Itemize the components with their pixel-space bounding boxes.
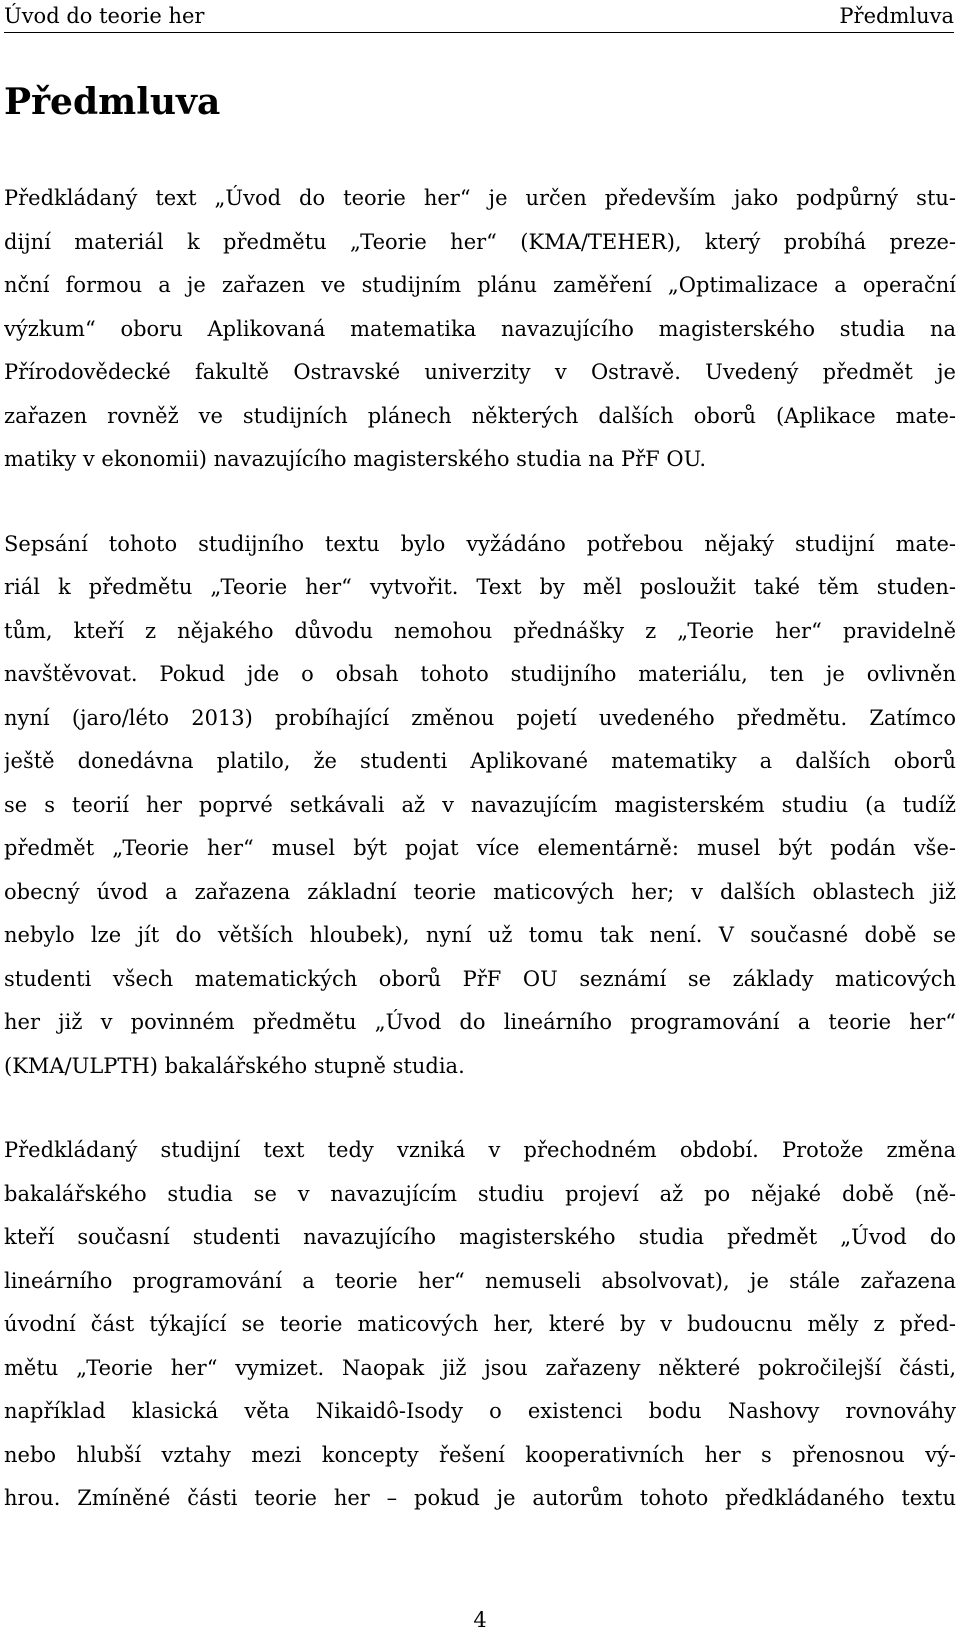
paragraph-line: riál k předmětu „Teorie her“ vytvořit. Text by měl posloužit také těm studen- xyxy=(4,575,956,599)
header-right-text: Předmluva xyxy=(839,4,954,28)
paragraph-line: her již v povinném předmětu „Úvod do lineárního programování a teorie her“ xyxy=(4,1010,956,1034)
paragraph-line: ještě donedávna platilo, že studenti Aplikované matematiky a dalších oborů xyxy=(4,749,956,773)
paragraph-line: dijní materiál k předmětu „Teorie her“ (KMA/TEHER), který probíhá preze- xyxy=(4,229,956,254)
header-left-text: Úvod do teorie her xyxy=(4,4,205,28)
paragraph-line: lineárního programování a teorie her“ nemuseli absolvovat), je stále zařazena xyxy=(4,1268,956,1293)
paragraph-line: (KMA/ULPTH) bakalářského stupně studia. xyxy=(4,1053,465,1078)
paragraph xyxy=(4,1129,956,1521)
paragraph-line: mětu „Teorie her“ vymizet. Naopak již jsou zařazeny některé pokročilejší části, xyxy=(4,1355,956,1380)
chapter-title: Předmluva xyxy=(4,81,221,123)
paragraph-line: matiky v ekonomii) navazujícího magisterského studia na PřF OU. xyxy=(4,447,707,471)
paragraph-line: výzkum“ oboru Aplikovaná matematika navazujícího magisterského studia na xyxy=(4,316,956,341)
paragraph-line: navštěvovat. Pokud jde o obsah tohoto studijního materiálu, ten je ovlivněn xyxy=(4,662,956,686)
paragraph-line: kteří současní studenti navazujícího magisterského studia předmět „Úvod do xyxy=(4,1225,956,1249)
paragraph-line: studenti všech matematických oborů PřF OU seznámí se základy maticových xyxy=(4,966,956,991)
paragraph-line: nebylo lze jít do větších hloubek), nyní už tomu tak není. V současné době se xyxy=(4,923,956,947)
paragraph-line: Sepsání tohoto studijního textu bylo vyžádáno potřebou nějaký studijní mate- xyxy=(4,531,956,556)
paragraph-line: nebo hlubší vztahy mezi koncepty řešení kooperativních her s přenosnou vý- xyxy=(4,1442,956,1467)
paragraph xyxy=(4,177,956,482)
paragraph-line: nční formou a je zařazen ve studijním plánu zaměření „Optimalizace a operační xyxy=(4,273,956,297)
paragraph-line: se s teorií her poprvé setkávali až v navazujícím magisterském studiu (a tudíž xyxy=(4,792,956,817)
paragraph-line: úvodní část týkající se teorie maticových her, které by v budoucnu měly z před- xyxy=(4,1312,956,1336)
paragraph-line: zařazen rovněž ve studijních plánech některých dalších oborů (Aplikace mate- xyxy=(4,403,956,428)
running-header xyxy=(4,2,954,33)
body-text xyxy=(4,177,956,1562)
paragraph-line: předmět „Teorie her“ musel být pojat více elementárně: musel být podán vše- xyxy=(4,836,956,860)
paragraph-line: například klasická věta Nikaidô-Isody o existenci bodu Nashovy rovnováhy xyxy=(4,1399,956,1423)
paragraph-line: hrou. Zmíněné části teorie her – pokud je autorům tohoto předkládaného textu xyxy=(4,1486,956,1510)
paragraph-line: Předkládaný text „Úvod do teorie her“ je určen především jako podpůrný stu- xyxy=(4,186,956,210)
paragraph-line: bakalářského studia se v navazujícím studiu projeví až po nějaké době (ně- xyxy=(4,1181,956,1206)
page-number: 4 xyxy=(473,1608,487,1632)
paragraph-line: tům, kteří z nějakého důvodu nemohou přednášky z „Teorie her“ pravidelně xyxy=(4,618,956,643)
paragraph-line: Předkládaný studijní text tedy vzniká v přechodném období. Protože změna xyxy=(4,1138,956,1162)
paragraph xyxy=(4,523,956,1089)
paragraph-line: Přírodovědecké fakultě Ostravské univerzity v Ostravě. Uvedený předmět je xyxy=(4,360,956,384)
paragraph-line: nyní (jaro/léto 2013) probíhající změnou pojetí uvedeného předmětu. Zatímco xyxy=(4,705,956,730)
paragraph-line: obecný úvod a zařazena základní teorie maticových her; v dalších oblastech již xyxy=(4,879,956,904)
